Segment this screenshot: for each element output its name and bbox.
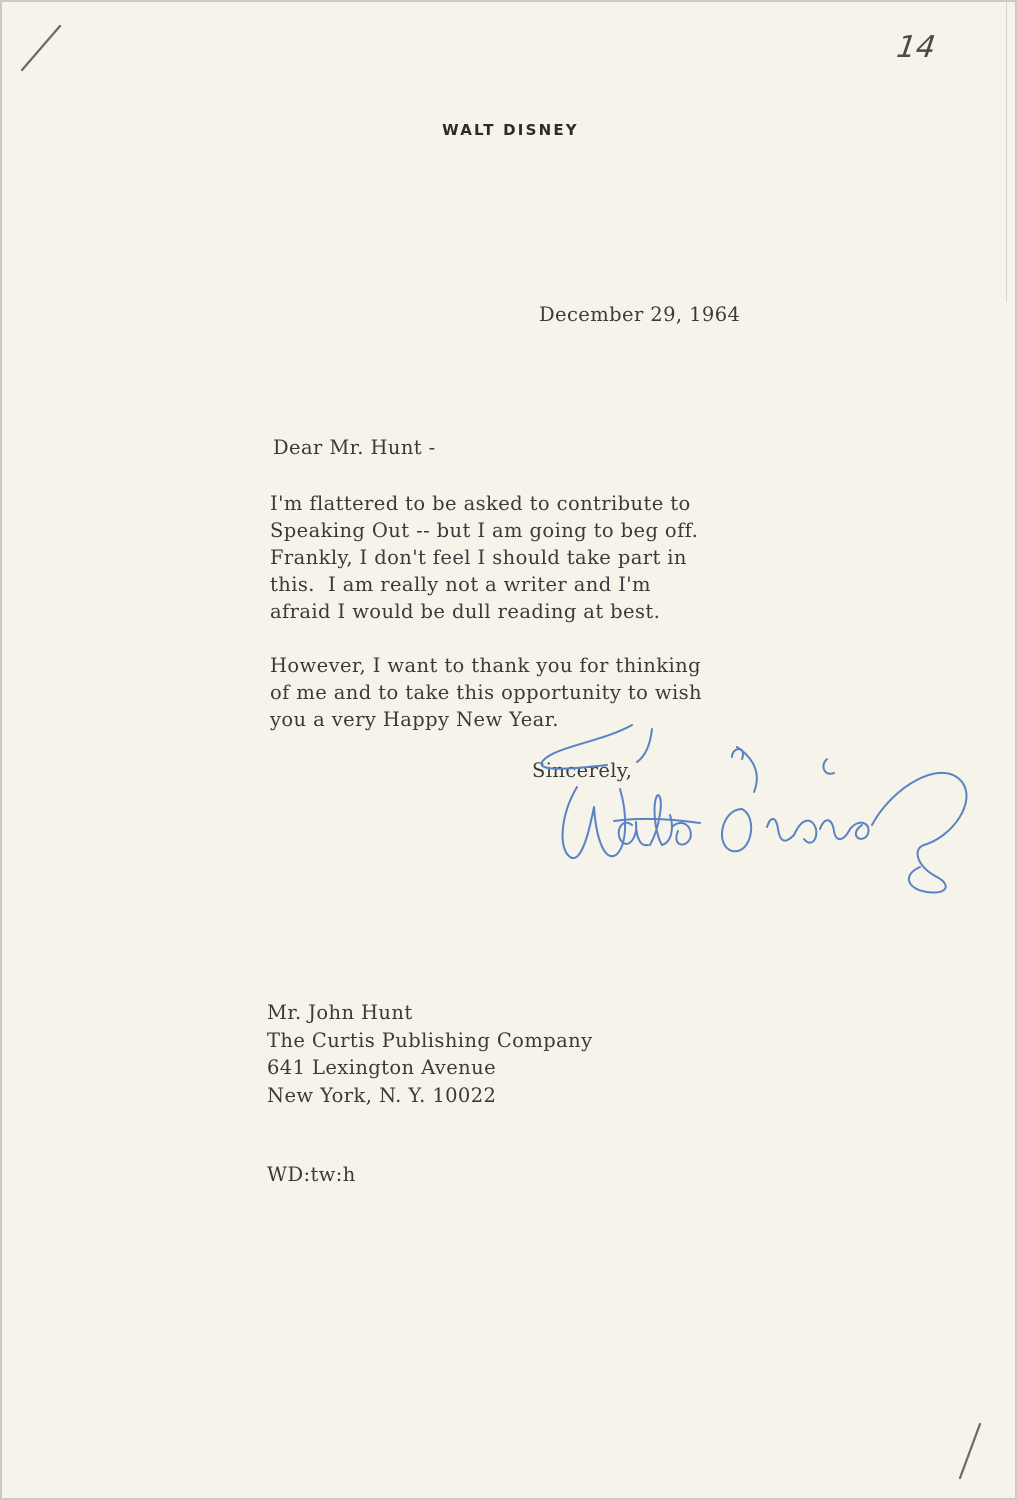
letterhead: WALT DISNEY <box>442 121 579 139</box>
body-line: afraid I would be dull reading at best. <box>270 600 661 623</box>
paper-edge <box>1006 2 1007 302</box>
body-line: this. I am really not a writer and I'm <box>270 573 651 596</box>
body-line: I'm flattered to be asked to contribute to <box>270 492 691 515</box>
handwritten-signature <box>532 717 972 907</box>
body-line: Frankly, I don't feel I should take part in <box>270 546 687 569</box>
recipient-company: The Curtis Publishing Company <box>267 1028 593 1052</box>
letter-date: December 29, 1964 <box>539 303 741 326</box>
recipient-street: 641 Lexington Avenue <box>267 1056 497 1079</box>
reference-initials: WD:tw:h <box>267 1163 356 1186</box>
closing: Sincerely, <box>532 759 633 782</box>
salutation: Dear Mr. Hunt - <box>273 436 436 459</box>
body-line: of me and to take this opportunity to wish <box>270 681 702 704</box>
body-paragraph-1 <box>270 490 698 625</box>
recipient-city: New York, N. Y. 10022 <box>267 1083 497 1107</box>
page-number: 14 <box>894 30 938 65</box>
corner-mark-top-left <box>16 22 66 77</box>
recipient-address <box>267 999 593 1109</box>
body-line: Speaking Out -- but I am going to beg off. <box>270 519 699 542</box>
body-line: you a very Happy New Year. <box>270 708 559 731</box>
corner-mark-bottom-right <box>952 1420 992 1485</box>
recipient-name: Mr. John Hunt <box>267 1001 413 1024</box>
body-line: However, I want to thank you for thinking <box>270 654 701 677</box>
